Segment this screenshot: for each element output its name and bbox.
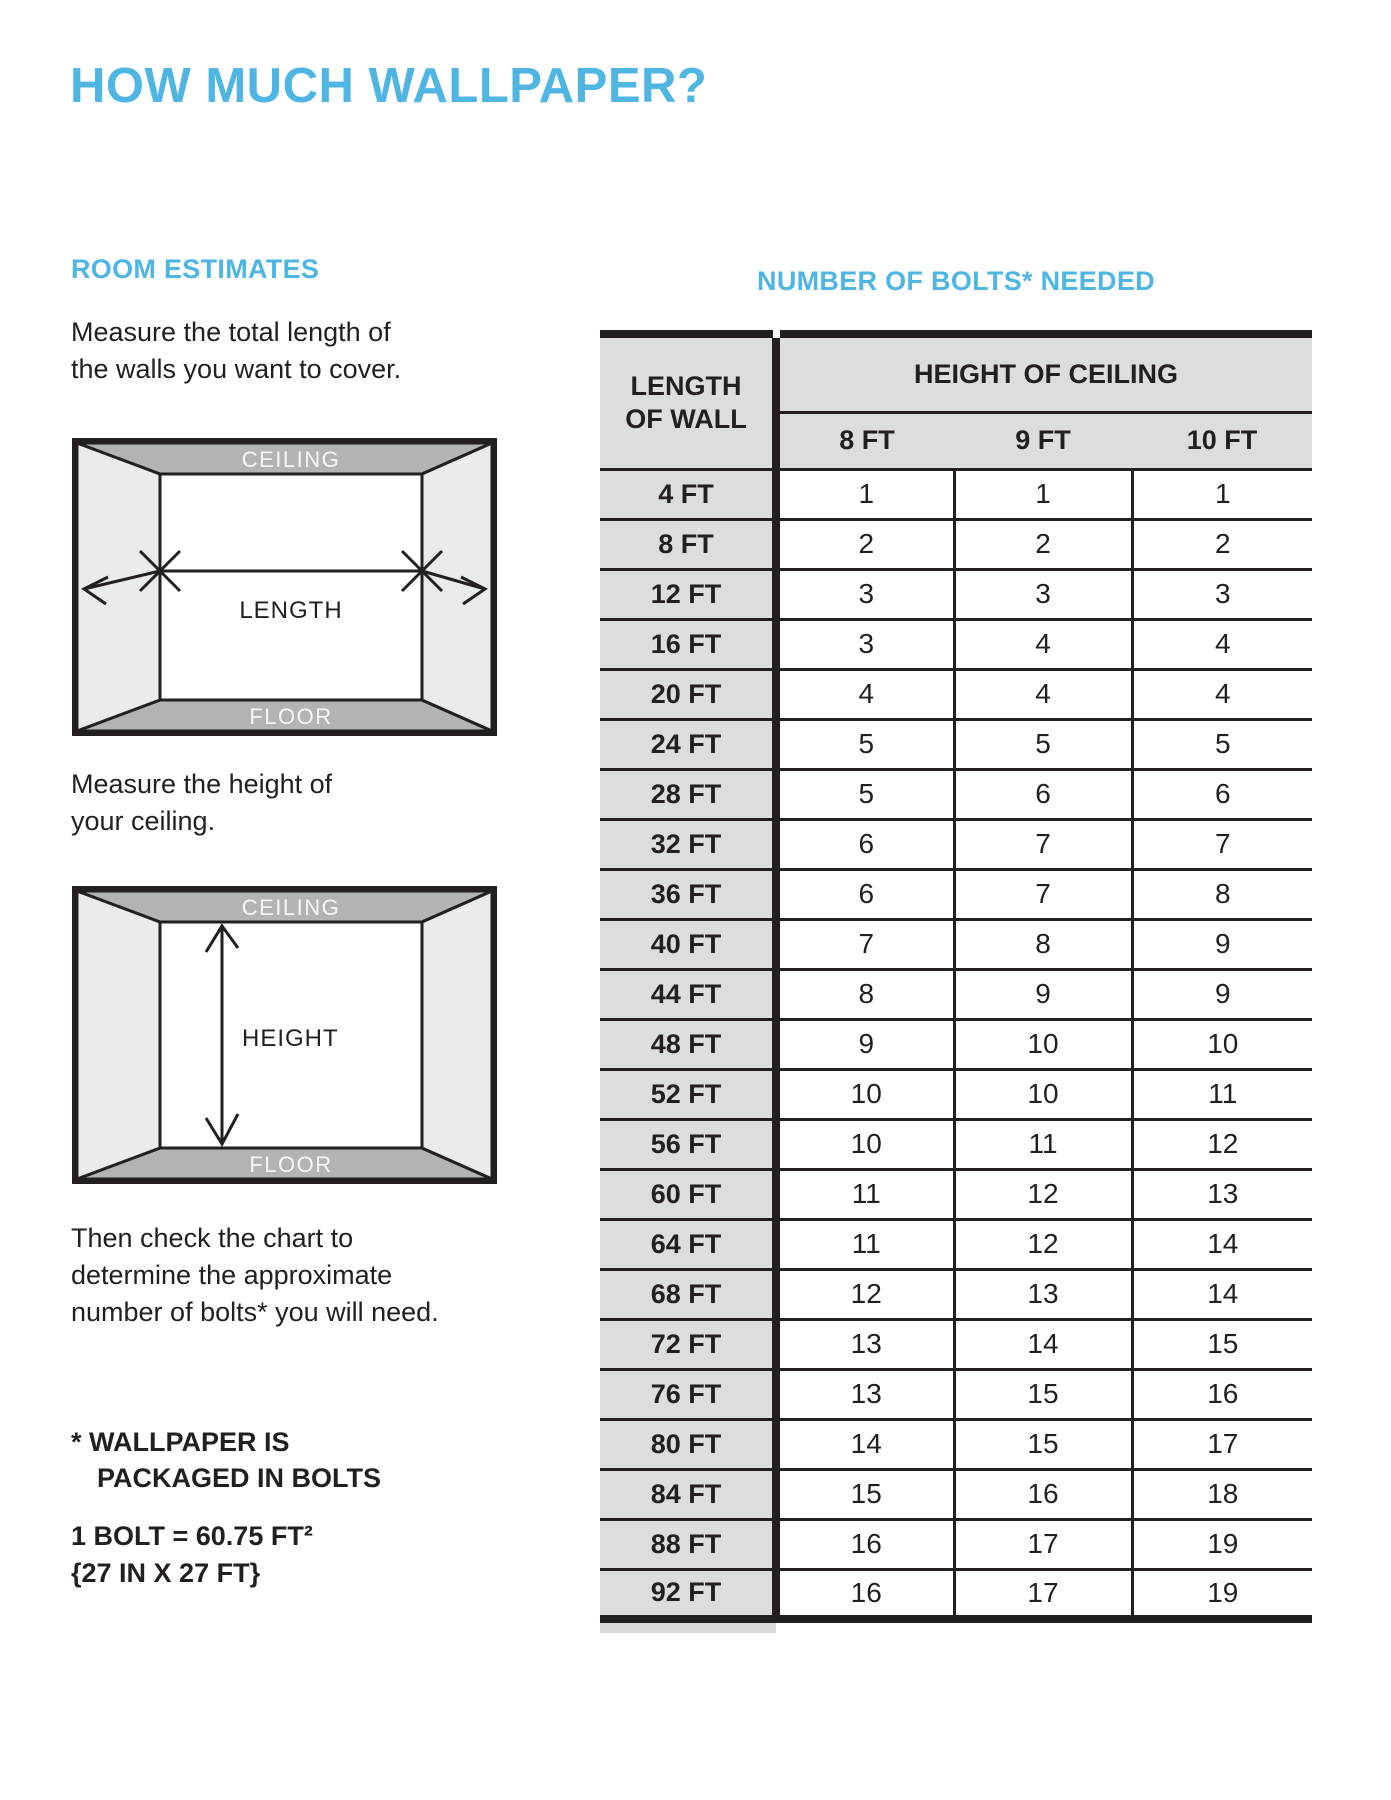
- bolt-count-cell: 9: [1132, 919, 1312, 969]
- bolt-count-cell: 8: [776, 969, 954, 1019]
- wall-length-label: 68 FT: [600, 1269, 776, 1319]
- bolt-count-cell: 14: [776, 1419, 954, 1469]
- table-row: [600, 719, 1312, 769]
- bolt-count-cell: 16: [776, 1519, 954, 1569]
- bolt-count-cell: 17: [954, 1519, 1132, 1569]
- bolts-table-head: [600, 334, 1312, 469]
- bolt-count-cell: 15: [776, 1469, 954, 1519]
- wall-length-label: 44 FT: [600, 969, 776, 1019]
- wall-length-label: 28 FT: [600, 769, 776, 819]
- bolt-count-cell: 17: [954, 1569, 1132, 1619]
- instruction-line: Measure the total length of: [71, 317, 391, 347]
- height-of-ceiling-header: HEIGHT OF CEILING: [776, 334, 1312, 413]
- bolt-count-cell: 4: [954, 669, 1132, 719]
- bolt-count-cell: 4: [954, 619, 1132, 669]
- header-line: LENGTH: [630, 370, 742, 401]
- bolt-count-cell: 7: [954, 819, 1132, 869]
- table-row: [600, 519, 1312, 569]
- wall-length-label: 16 FT: [600, 619, 776, 669]
- wall-length-label: 32 FT: [600, 819, 776, 869]
- bolt-count-cell: 11: [1132, 1069, 1312, 1119]
- instruction-line: Then check the chart to: [71, 1223, 354, 1253]
- bolt-count-cell: 6: [954, 769, 1132, 819]
- table-row: [600, 1119, 1312, 1169]
- header-line: OF WALL: [625, 403, 747, 434]
- ceiling-height-col-10ft: 10 FT: [1132, 413, 1312, 469]
- bolt-count-cell: 9: [954, 969, 1132, 1019]
- bolt-count-cell: 10: [954, 1069, 1132, 1119]
- instruction-line: the walls you want to cover.: [71, 354, 402, 384]
- table-row: [600, 1269, 1312, 1319]
- wall-length-label: 20 FT: [600, 669, 776, 719]
- bolt-count-cell: 8: [954, 919, 1132, 969]
- instruction-measure-height: [71, 766, 332, 840]
- footnote-line: PACKAGED IN BOLTS: [97, 1463, 382, 1493]
- bolt-count-cell: 3: [1132, 569, 1312, 619]
- bolt-count-cell: 2: [1132, 519, 1312, 569]
- bolt-count-cell: 14: [1132, 1269, 1312, 1319]
- wall-length-label: 92 FT: [600, 1569, 776, 1619]
- table-heading-bolts-needed: NUMBER OF BOLTS* NEEDED: [757, 266, 1155, 296]
- bolt-size-info: [71, 1518, 313, 1592]
- bolt-count-cell: 14: [954, 1319, 1132, 1369]
- room-right-wall: [422, 891, 492, 1179]
- table-row: [600, 569, 1312, 619]
- bolt-count-cell: 15: [954, 1419, 1132, 1469]
- wall-length-label: 88 FT: [600, 1519, 776, 1569]
- bolt-count-cell: 4: [1132, 669, 1312, 719]
- bolt-count-cell: 2: [954, 519, 1132, 569]
- table-row: [600, 769, 1312, 819]
- table-row: [600, 469, 1312, 519]
- bolt-count-cell: 19: [1132, 1569, 1312, 1619]
- bolt-info-line: 1 BOLT = 60.75 FT²: [71, 1521, 313, 1551]
- wall-length-label: 12 FT: [600, 569, 776, 619]
- ceiling-height-col-9ft: 9 FT: [954, 413, 1132, 469]
- bolt-count-cell: 11: [776, 1169, 954, 1219]
- bolt-count-cell: 8: [1132, 869, 1312, 919]
- floor-label: FLOOR: [249, 1152, 333, 1177]
- bolt-info-line: {27 IN X 27 FT}: [71, 1558, 261, 1588]
- wall-length-label: 36 FT: [600, 869, 776, 919]
- table-gray-tail: [600, 1623, 776, 1633]
- bolt-count-cell: 13: [776, 1369, 954, 1419]
- height-label: HEIGHT: [242, 1025, 339, 1052]
- bolt-count-cell: 3: [776, 569, 954, 619]
- footnote-line: * WALLPAPER IS: [71, 1427, 290, 1457]
- top-border-notch: [773, 330, 780, 338]
- wall-length-label: 8 FT: [600, 519, 776, 569]
- table-row: [600, 869, 1312, 919]
- bolt-count-cell: 7: [776, 919, 954, 969]
- length-of-wall-header: [600, 334, 776, 469]
- bolt-count-cell: 5: [954, 719, 1132, 769]
- table-header-row: [600, 334, 1312, 413]
- instruction-line: number of bolts* you will need.: [71, 1297, 439, 1327]
- wall-length-label: 60 FT: [600, 1169, 776, 1219]
- table-row: [600, 819, 1312, 869]
- floor-label: FLOOR: [249, 704, 333, 729]
- bolt-count-cell: 10: [776, 1069, 954, 1119]
- wall-length-label: 80 FT: [600, 1419, 776, 1469]
- bolt-count-cell: 3: [776, 619, 954, 669]
- table-row: [600, 619, 1312, 669]
- room-back-wall: [160, 474, 422, 700]
- bolt-count-cell: 5: [1132, 719, 1312, 769]
- bolt-count-cell: 10: [954, 1019, 1132, 1069]
- table-row: [600, 1419, 1312, 1469]
- table-row: [600, 1169, 1312, 1219]
- bolt-count-cell: 14: [1132, 1219, 1312, 1269]
- wall-length-label: 72 FT: [600, 1319, 776, 1369]
- bolt-count-cell: 1: [776, 469, 954, 519]
- instruction-line: Measure the height of: [71, 769, 333, 799]
- table-row: [600, 669, 1312, 719]
- bolt-count-cell: 6: [776, 819, 954, 869]
- ceiling-height-col-8ft: 8 FT: [776, 413, 954, 469]
- wall-length-label: 48 FT: [600, 1019, 776, 1069]
- bolt-count-cell: 16: [776, 1569, 954, 1619]
- table-row: [600, 1569, 1312, 1619]
- wall-length-label: 40 FT: [600, 919, 776, 969]
- wall-length-label: 84 FT: [600, 1469, 776, 1519]
- table-row: [600, 1319, 1312, 1369]
- wall-length-label: 64 FT: [600, 1219, 776, 1269]
- bolt-count-cell: 12: [954, 1219, 1132, 1269]
- table-row: [600, 1469, 1312, 1519]
- instruction-measure-length: [71, 314, 401, 388]
- instruction-line: determine the approximate: [71, 1260, 393, 1290]
- bolts-table: [600, 330, 1312, 1623]
- bolt-count-cell: 16: [1132, 1369, 1312, 1419]
- table-row: [600, 1219, 1312, 1269]
- instruction-line: your ceiling.: [71, 806, 216, 836]
- page-title: HOW MUCH WALLPAPER?: [70, 59, 708, 113]
- ceiling-label: CEILING: [241, 447, 341, 472]
- bolt-count-cell: 12: [954, 1169, 1132, 1219]
- table-row: [600, 919, 1312, 969]
- wall-length-label: 4 FT: [600, 469, 776, 519]
- bolt-count-cell: 4: [776, 669, 954, 719]
- bolt-count-cell: 15: [1132, 1319, 1312, 1369]
- bolt-count-cell: 12: [1132, 1119, 1312, 1169]
- bolt-count-cell: 11: [776, 1219, 954, 1269]
- room-left-wall: [77, 891, 160, 1179]
- bolt-count-cell: 13: [1132, 1169, 1312, 1219]
- bolt-count-cell: 7: [1132, 819, 1312, 869]
- wall-length-label: 56 FT: [600, 1119, 776, 1169]
- wall-length-label: 24 FT: [600, 719, 776, 769]
- bolt-count-cell: 11: [954, 1119, 1132, 1169]
- table-row: [600, 969, 1312, 1019]
- bolt-count-cell: 17: [1132, 1419, 1312, 1469]
- bolt-count-cell: 16: [954, 1469, 1132, 1519]
- bolt-count-cell: 9: [1132, 969, 1312, 1019]
- bolt-count-cell: 10: [1132, 1019, 1312, 1069]
- bolt-count-cell: 2: [776, 519, 954, 569]
- bolt-count-cell: 15: [954, 1369, 1132, 1419]
- table-row: [600, 1369, 1312, 1419]
- bolt-count-cell: 6: [776, 869, 954, 919]
- wall-length-label: 52 FT: [600, 1069, 776, 1119]
- bolt-count-cell: 9: [776, 1019, 954, 1069]
- bolts-table-container: [600, 330, 1312, 1623]
- bolt-count-cell: 12: [776, 1269, 954, 1319]
- bolt-count-cell: 18: [1132, 1469, 1312, 1519]
- bolt-table-body: [600, 469, 1312, 1619]
- table-row: [600, 1519, 1312, 1569]
- length-label: LENGTH: [239, 597, 343, 624]
- bolt-count-cell: 1: [954, 469, 1132, 519]
- bolt-count-cell: 3: [954, 569, 1132, 619]
- bolt-count-cell: 13: [954, 1269, 1132, 1319]
- wall-length-label: 76 FT: [600, 1369, 776, 1419]
- bolt-count-cell: 10: [776, 1119, 954, 1169]
- room-diagram-height: [72, 886, 497, 1184]
- bolt-count-cell: 4: [1132, 619, 1312, 669]
- bolt-count-cell: 13: [776, 1319, 954, 1369]
- instruction-check-chart: [71, 1220, 439, 1331]
- bolt-count-cell: 7: [954, 869, 1132, 919]
- table-row: [600, 1069, 1312, 1119]
- bolt-count-cell: 1: [1132, 469, 1312, 519]
- section-heading-room-estimates: ROOM ESTIMATES: [71, 254, 320, 284]
- bolt-count-cell: 19: [1132, 1519, 1312, 1569]
- ceiling-label: CEILING: [241, 895, 341, 920]
- bolt-count-cell: 5: [776, 769, 954, 819]
- bolt-count-cell: 6: [1132, 769, 1312, 819]
- wallpaper-bolts-footnote: [71, 1424, 381, 1496]
- table-row: [600, 1019, 1312, 1069]
- bolt-count-cell: 5: [776, 719, 954, 769]
- room-diagram-length: [72, 438, 497, 736]
